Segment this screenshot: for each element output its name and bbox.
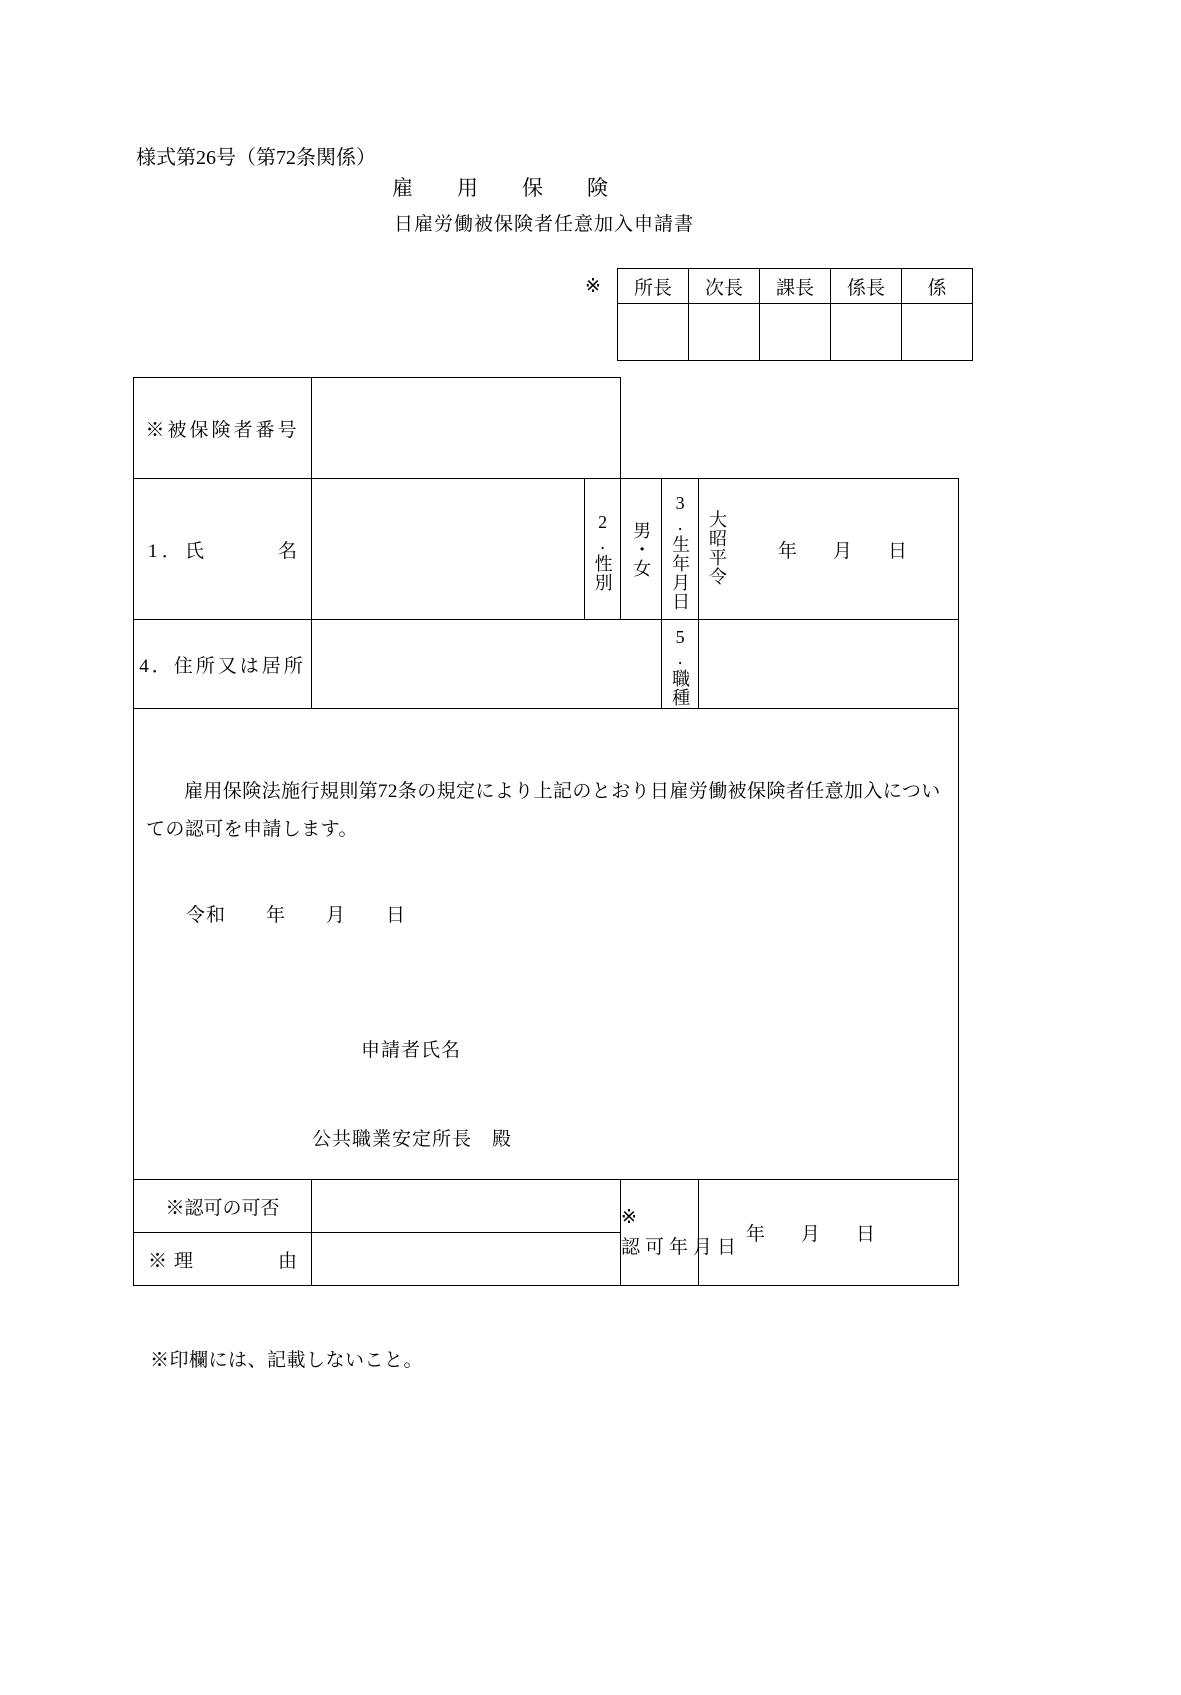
- input-approval-decision[interactable]: [312, 1180, 621, 1233]
- input-approval-date-ymd[interactable]: 年月日: [699, 1180, 959, 1286]
- table-row-address: [134, 620, 959, 709]
- label-name: 1．氏 名: [134, 479, 312, 620]
- label-approval-decision: ※認可の可否: [134, 1180, 312, 1233]
- footer-note: ※印欄には、記載しないこと。: [150, 1350, 424, 1371]
- page-subtitle: 日雇労働被保険者任意加入申請書: [394, 214, 695, 235]
- input-occupation[interactable]: [699, 620, 959, 709]
- birth-era-options[interactable]: 大 昭 平 令: [709, 510, 727, 587]
- applicant-name-label[interactable]: 申請者氏名: [361, 1039, 462, 1061]
- declaration-block: [134, 709, 959, 1180]
- stamp-header-kakari: 係: [902, 269, 973, 304]
- table-row: [618, 304, 973, 361]
- stamp-cell-kacho[interactable]: [760, 304, 831, 361]
- table-row-declaration: [134, 709, 959, 1180]
- stamp-table-mark: ※: [585, 276, 601, 297]
- table-row-insured-number: [134, 378, 959, 479]
- label-insured-number: ※被保険者番号: [134, 378, 312, 479]
- form-number: 様式第26号（第72条関係）: [136, 147, 376, 169]
- label-occupation: 5.職種: [662, 620, 699, 709]
- stamp-cell-kakari[interactable]: [902, 304, 973, 361]
- label-address: 4．住所又は居所: [134, 620, 312, 709]
- table-row-name: [134, 479, 959, 620]
- label-gender: 2.性別: [585, 479, 621, 620]
- stamp-header-jicho: 次長: [689, 269, 760, 304]
- birth-date-ymd[interactable]: 年 月 日: [777, 540, 944, 562]
- input-birth-date[interactable]: [699, 479, 959, 620]
- approval-stamp-table: [617, 268, 973, 361]
- declaration-paragraph: 雇用保険法施行規則第72条の規定により上記のとおり日雇労働被保険者任意加入についての認可を申請します。: [146, 781, 941, 840]
- input-insured-number[interactable]: [312, 378, 621, 479]
- stamp-cell-jicho[interactable]: [689, 304, 760, 361]
- input-address[interactable]: [312, 620, 662, 709]
- table-row-approval-decision: [134, 1180, 959, 1233]
- input-name[interactable]: [312, 479, 585, 620]
- input-approval-reason[interactable]: [312, 1233, 621, 1286]
- input-gender-options[interactable]: 男・女: [621, 479, 662, 620]
- application-main-table: [133, 377, 959, 1286]
- addressed-office-line[interactable]: 公共職業安定所長 殿: [312, 1128, 513, 1150]
- stamp-header-kacho: 課長: [760, 269, 831, 304]
- label-birth-date: 3.生年月日: [662, 479, 699, 620]
- label-approval-date: ※ 認可年月日: [621, 1180, 699, 1286]
- label-approval-reason: ※理 由: [134, 1233, 312, 1286]
- stamp-cell-kakaricho[interactable]: [831, 304, 902, 361]
- stamp-header-shocho: 所長: [618, 269, 689, 304]
- page-title: 雇用保険: [392, 176, 652, 200]
- declaration-date[interactable]: 令和 年 月 日: [186, 904, 407, 926]
- stamp-cell-shocho[interactable]: [618, 304, 689, 361]
- table-row: [618, 269, 973, 304]
- stamp-header-kakaricho: 係長: [831, 269, 902, 304]
